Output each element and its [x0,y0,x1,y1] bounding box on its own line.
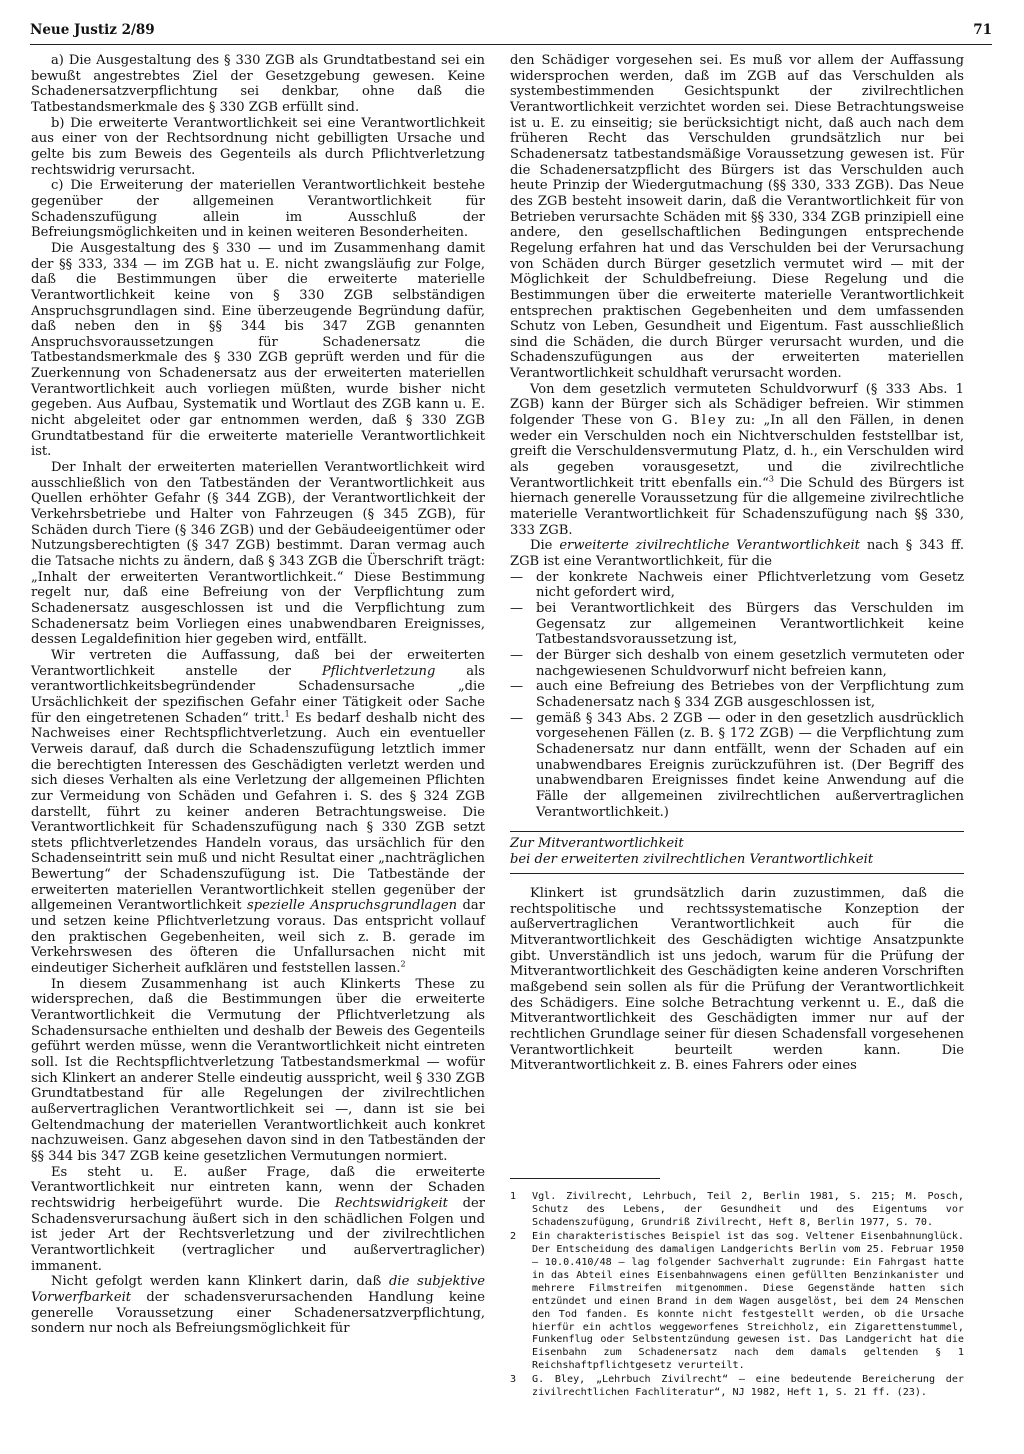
paragraph [510,382,964,539]
text-run: zu: „In all den Fällen, in denen weder ein Verschulden noch ein Nichtverschulden feststellbar ist, greift die Verschuldensvermutung Platz, d. h., ein Verschulden wird als gegeben vorausgesetzt, und die zivilrechtliche Verantwortlichkeit tritt ebenfalls ein.“ [510,413,965,491]
paragraph: In diesem Zusammenhang ist auch Klinkerts These zu widersprechen, daß die Bestimmungen über die erweiterte Verantwortlichkeit die Vermutung der Pflichtverletzung als Schadensursache enthielten und deshalb der Beweis des Gegenteils geführt werden müsse, wenn die Verantwortlichkeit nicht eintreten soll. Ist die Rechtspflichtverletzung Tatbestandsmerkmal — wofür sich Klinkert an anderer Stelle eindeutig ausspricht, weil § 330 ZGB Grundtatbestand für alle Regelungen der zivilrechtlichen außervertraglichen Verantwortlichkeit sei —, dann ist sie bei Geltendmachung der materiellen Verantwortlichkeit auch konkret nachzuweisen. Ganz abgesehen davon sind in den Tatbeständen der §§ 344 bis 347 ZGB keine gesetzlichen Vermutungen normiert. [31,976,485,1164]
list-item: — der Bürger sich deshalb von einem gesetzlich vermuteten oder nachgewiesenen Schuldvorwurf nicht befreien kann, [510,648,964,679]
text-run: dar und setzen keine Pflichtverletzung voraus. Das entspricht vollauf den praktischen Gegebenheiten, weil sich z. B. gerade im Verkehrswesen des öfteren die Unfallursachen nicht mit eindeutiger Sicherheit aufklären und feststellen lassen. [31,898,485,977]
dash-list [510,570,964,821]
list-item: — auch eine Befreiung des Betriebes von der Verpflichtung zum Schadenersatz nach § 334 ZGB ausgeschlossen ist, [510,679,964,710]
footnote [510,1231,964,1373]
header-rule [30,44,992,45]
footnote [510,1374,964,1400]
text-run: der Schadensverursachung äußert sich in den schädlichen Folgen und ist jeder Art der Rechtsverletzung und der zivilrechtlichen Verantwortlichkeit (vertraglicher und außervertraglicher) immanent. [31,1195,485,1274]
right-column [510,53,964,1074]
list-item: — der konkrete Nachweis einer Pflichtverletzung vom Gesetz nicht gefordert wird, [510,570,964,601]
footnote-ref: 3 [768,474,774,484]
author-name: G. Bley [661,413,728,429]
footnote-ref: 2 [400,959,406,969]
text-run: Die Schuld des Bürgers ist hiernach generelle Voraussetzung für die allgemeine zivilrechtliche materielle Verantwortlichkeit für Schadenszufügung nach §§ 330, 333 ZGB. [510,475,964,538]
page-header [30,22,992,38]
section-heading-line: Zur Mitverantwortlichkeit [510,836,684,852]
paragraph [31,648,485,977]
paragraph: Der Inhalt der erweiterten materiellen Verantwortlichkeit wird ausschließlich von den Tatbeständen der Verantwortlichkeit aus Quellen erhöhter Gefahr (§ 344 ZGB), der Verantwortlichkeit der Verkehrsbetriebe und Halter von Fahrzeugen (§ 345 ZGB), für Schäden durch Tiere (§ 346 ZGB) und der Gebäudeeigentümer oder Nutzungsberechtigten (§ 347 ZGB) bestimmt. Daran vermag auch die Tatsache nichts zu ändern, daß § 343 ZGB die Überschrift trägt: „Inhalt der erweiterten Verantwortlichkeit.“ Diese Bestimmung regelt nur, daß eine Befreiung von der Verpflichtung zum Schadenersatz ausgeschlossen ist und die Verpflichtung zum Schadenersatz beim Vorliegen eines unabwendbaren Ereignisses, dessen Legaldefinition hier gegeben wird, entfällt. [31,460,485,648]
left-column [31,53,485,1337]
text-run: Von dem gesetzlich vermuteten Schuldvorwurf (§ 333 Abs. 1 ZGB) kann der Bürger sich als Schädiger befreien. Wir stimmen folgender These von [510,381,964,429]
footnote-text: Vgl. Zivilrecht, Lehrbuch, Teil 2, Berlin 1981, S. 215; M. Posch, Schutz des Lebens, der Gesundheit und des Eigentums vor Schadenszufügung, Grundriß Zivilrecht, Heft 8, Berlin 1977, S. 70. [532,1191,964,1228]
emphasis: Rechtswidrigkeit [334,1195,448,1211]
paragraph: Klinkert ist grundsätzlich darin zuzustimmen, daß die rechtspolitische und rechtssystematische Konzeption der außervertraglichen Verantwortlichkeit auch für die Mitverantwortlichkeit des Geschädigten wichtige Ansatzpunkte gibt. Unverständlich ist uns jedoch, warum für die Prüfung der Mitverantwortlichkeit des Geschädigten keine anderen Vorschriften maßgebend sein sollen als für die Prüfung der Verantwortlichkeit des Schädigers. Eine solche Betrachtung verkennt u. E., daß die Mitverantwortlichkeit des Geschädigten immer nur auf der rechtlichen Grundlage seiner für diesen Schadensfall vorgesehenen Verantwortlichkeit beurteilt werden kann. Die Mitverantwortlichkeit z. B. eines Fahrers oder eines [510,886,964,1074]
footnote-text: Ein charakteristisches Beispiel ist das sog. Veltener Eisenbahnunglück. Der Entscheidung des damaligen Landgerichts Berlin vom 25. Februar 1950 — 10.0.410/48 — lag folgender Sachverhalt zugrunde: Ein Fahrgast hatte in das Abteil eines Eisenbahnwagens einen gefüllten Benzinkanister und mehrere Filmstreifen mitgenommen. Diese Gegenstände hatten sich entzündet und einen Brand in dem Wagen ausgelöst, bei dem 24 Menschen den Tod fanden. Es konnte nicht festgestellt werden, ob die Ursache hierfür ein achtlos weggeworfenes Streichholz, ein Zigarettenstummel, Funkenflug oder Selbstentzündung gewesen ist. Das Landgericht hat die Eisenbahn zum Schadenersatz nach dem damals geltenden § 1 Reichshaftpflichtgesetz verurteilt. [532,1230,964,1372]
footnote-number: 2 [510,1230,517,1242]
emphasis: Pflichtverletzung [321,663,436,679]
footnote-ref: 1 [284,709,290,719]
paragraph: b) Die erweiterte Verantwortlichkeit sei eine Verantwortlichkeit aus einer von der Rechtsordnung nicht gebilligten Ursache und gelte bis zum Beweis des Gegenteils als durch Pflichtverletzung rechtswidrig verursacht. [31,115,485,178]
footnotes [510,1178,964,1401]
paragraph: c) Die Erweiterung der materiellen Verantwortlichkeit bestehe gegenüber der allgemeinen Verantwortlichkeit für Schadenszufügung allein im Ausschluß der Befreiungsmöglichkeiten und in keinen weiteren Besonderheiten. [31,178,485,241]
page-number: 71 [973,22,992,38]
text-run: Die [530,538,553,554]
text-run: nach § 343 ff. ZGB ist eine Verantwortlichkeit, für die [510,538,964,569]
section-heading-line: bei der erweiterten zivilrechtlichen Verantwortlichkeit [510,852,874,868]
footnote-number: 3 [510,1374,517,1386]
text-run: Es bedarf deshalb nicht des Nachweises einer Rechtspflichtverletzung. Auch ein eventueller Verweis darauf, daß durch die Schadenszufügung letztlich immer die berechtigten Interessen des Geschädigten verletzt werden und sich dieses Verhalten als eine Verletzung der allgemeinen Pflichten zur Vermeidung von Schäden und Gefahren i. S. des § 324 ZGB darstellt, führt zu keiner anderen Betrachtungsweise. Die Verantwortlichkeit für Schadenszufügung nach § 330 ZGB setzt stets pflichtverletzendes Handeln voraus, das ursächlich für den Schadenseintritt sein muß und nicht Resultat einer „nachträglichen Bewertung“ der Schadenszufügung ist. Die Tatbestände der erweiterten materiellen Verantwortlichkeit stellen gegenüber der allgemeinen Verantwortlichkeit [31,710,485,914]
footnote-number: 1 [510,1191,517,1202]
paragraph: a) Die Ausgestaltung des § 330 ZGB als Grundtatbestand sei ein bewußt angestrebtes Ziel der Gesetzgebung gewesen. Keine Schadenersatzverpflichtung sei denkbar, ohne daß die Tatbestandsmerkmale des § 330 ZGB erfüllt sind. [31,53,485,115]
text-run: Wir vertreten die Auffassung, daß bei der erweiterten Verantwortlichkeit anstelle der [31,647,485,679]
text-run: der schadensverursachenden Handlung keine generelle Voraussetzung einer Schadenersatzverpflichtung, sondern nur noch als Befreiungsmöglichkeit für [31,1289,485,1337]
paragraph [31,1165,485,1275]
footnote-rule [510,1178,660,1179]
paragraph: den Schädiger vorgesehen sei. Es muß vor allem der Auffassung widersprochen werden, daß im ZGB auf das Verschulden als systembestimmenden Gesichtspunkt der zivilrechtlichen Verantwortlichkeit verzichtet worden sei. Diese Betrachtungsweise ist u. E. zu einseitig; sie berücksichtigt nicht, daß auch nach dem früheren Recht das Verschulden grundsätzlich nur bei Schadenersatz tatbestandsmäßige Voraussetzung gewesen ist. Für die Schadenersatzpflicht des Bürgers ist das Verschulden auch heute Prinzip der Wiedergutmachung (§§ 330, 333 ZGB). Das Neue des ZGB besteht insoweit darin, daß die Verantwortlichkeit für von Betrieben verursachte Schäden mit §§ 330, 334 ZGB prinzipiell eine andere, den gesellschaftlichen Bedingungen entsprechende Regelung erfahren hat und das Verschulden bei der Verursachung von Schäden durch Bürger gesetzlich vermutet wird — mit der Möglichkeit der Schuldbefreiung. Diese Regelung und die Bestimmungen über die erweiterte materielle Verantwortlichkeit entsprechen praktischen Gegebenheiten und dem umfassenden Schutz von Leben, Gesundheit und Eigentum. Fast ausschließlich sind die Schäden, die durch Bürger verursacht wurden, und die Schadenszufügungen aus der erweiterten materiellen Verantwortlichkeit schuldhaft verursacht worden. [510,53,964,382]
footnote [510,1191,964,1230]
paragraph [510,538,964,569]
journal-title: Neue Justiz 2/89 [30,22,155,38]
text-run: Nicht gefolgt werden kann Klinkert darin, daß [51,1274,382,1290]
section-heading [510,831,964,874]
emphasis: die subjektive Vorwerfbarkeit [31,1274,485,1305]
text-run: als verantwortlichkeitsbegründender Schadensursache „die Ursächlichkeit der spezifischen Gefahr einer Tätigkeit oder Sache für den eingetretenen Schaden“ tritt. [31,663,485,726]
paragraph: Die Ausgestaltung des § 330 — und im Zusammenhang damit der §§ 333, 334 — im ZGB hat u. E. nicht zwangsläufig zur Folge, daß die Bestimmungen über die erweiterte materielle Verantwortlichkeit keine von § 330 ZGB selbständigen Anspruchsgrundlagen sind. Eine überzeugende Begründung dafür, daß neben den in §§ 344 bis 347 ZGB genannten Anspruchsvoraussetzungen für Schadenersatz die Tatbestandsmerkmale des § 330 ZGB geprüft werden und für die Zuerkennung von Schadenersatz aus der erweiterten materiellen Verantwortlichkeit auch vorliegen müßten, wurde bisher nicht gegeben. Aus Aufbau, Systematik und Wortlaut des ZGB kann u. E. nicht abgeleitet oder gar entnommen werden, daß § 330 ZGB Grundtatbestand für die erweiterte materielle Verantwortlichkeit ist. [31,240,485,460]
list-item: — bei Verantwortlichkeit des Bürgers das Verschulden im Gegensatz zur allgemeinen Verantwortlichkeit keine Tatbestandsvoraussetzung ist, [510,601,964,648]
emphasis: erweiterte zivilrechtliche Verantwortlichkeit [559,538,860,554]
text-run: Es steht u. E. außer Frage, daß die erweiterte Verantwortlichkeit nur eintreten kann, wenn der Schaden rechtswidrig herbeigeführt wurde. Die [31,1164,485,1211]
list-item: — gemäß § 343 Abs. 2 ZGB — oder in den gesetzlich ausdrücklich vorgesehenen Fällen (z. B. § 172 ZGB) — die Verpflichtung zum Schadenersatz nur dann entfällt, wenn der Schaden auf ein unabwendbares Ereignis zurückzuführen ist. (Der Begriff des unabwendbaren Ereignisses findet keine Anwendung auf die Fälle der allgemeinen zivilrechtlichen außervertraglichen Verantwortlichkeit.) [510,711,964,821]
emphasis: spezielle Anspruchsgrundlagen [247,898,457,914]
paragraph [31,1274,485,1337]
footnote-text: G. Bley, „Lehrbuch Zivilrecht“ — eine bedeutende Bereicherung der zivilrechtlichen Fachliteratur“, NJ 1982, Heft 1, S. 21 ff. (23). [532,1374,964,1399]
